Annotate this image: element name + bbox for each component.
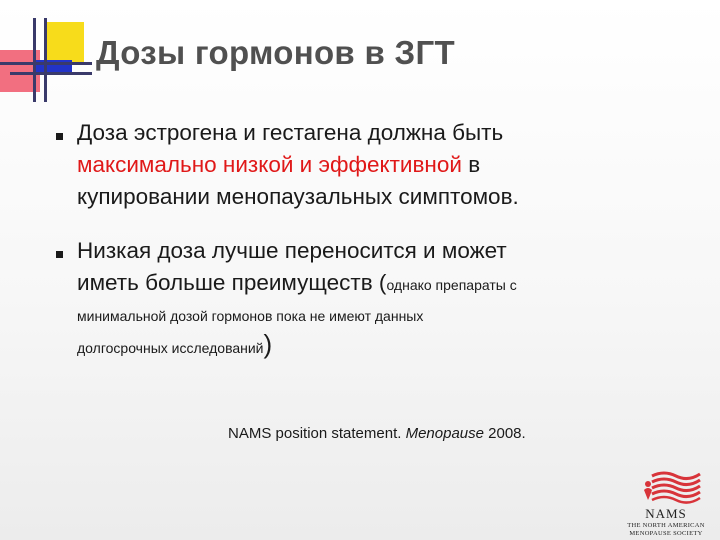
nams-logo: [618, 468, 714, 536]
bullet-2-line-4: долгосрочных исследований: [77, 340, 264, 356]
bullet-2-line-2-small: однако препараты с: [386, 277, 517, 293]
bullet-text-2: [77, 235, 697, 363]
bullet-1-line-3: купировании менопаузальных симптомов.: [77, 184, 519, 209]
citation-prefix: NAMS position statement.: [228, 425, 406, 442]
deco-line: [44, 18, 47, 102]
bullet-2-line-1: Низкая доза лучше переносится и может: [77, 238, 507, 263]
logo-subtitle-2: MENOPAUSE SOCIETY: [629, 530, 703, 537]
flag-icon: [618, 468, 714, 508]
bullet-1-line-1: Доза эстрогена и гестагена должна быть: [77, 120, 504, 145]
logo-name: NAMS: [645, 506, 687, 521]
deco-line: [10, 72, 92, 75]
bullet-marker: [56, 133, 63, 140]
citation-suffix: 2008.: [483, 425, 526, 442]
deco-line: [0, 62, 92, 65]
bullet-2-line-2: иметь больше преимуществ (: [77, 270, 387, 295]
citation-journal: Menopause: [405, 425, 484, 442]
citation: [228, 425, 526, 442]
bullet-1-after-highlight: в: [461, 152, 481, 177]
title-decoration: [0, 0, 100, 110]
bullet-2-line-4-wrap: [77, 329, 697, 363]
page-title: Дозы гормонов в ЗГТ: [96, 34, 455, 71]
deco-line: [33, 18, 36, 102]
logo-subtitle-1: THE NORTH AMERICAN: [627, 522, 705, 529]
bullet-1-highlight: максимально низкой и эффективной: [77, 152, 462, 177]
bullet-2-close-paren: ): [263, 329, 273, 359]
bullet-2-line-3: минимальной дозой гормонов пока не имеют данных: [77, 308, 424, 324]
bullet-text-1: [77, 117, 677, 213]
bullet-marker: [56, 251, 63, 258]
deco-yellow-square: [44, 22, 84, 64]
